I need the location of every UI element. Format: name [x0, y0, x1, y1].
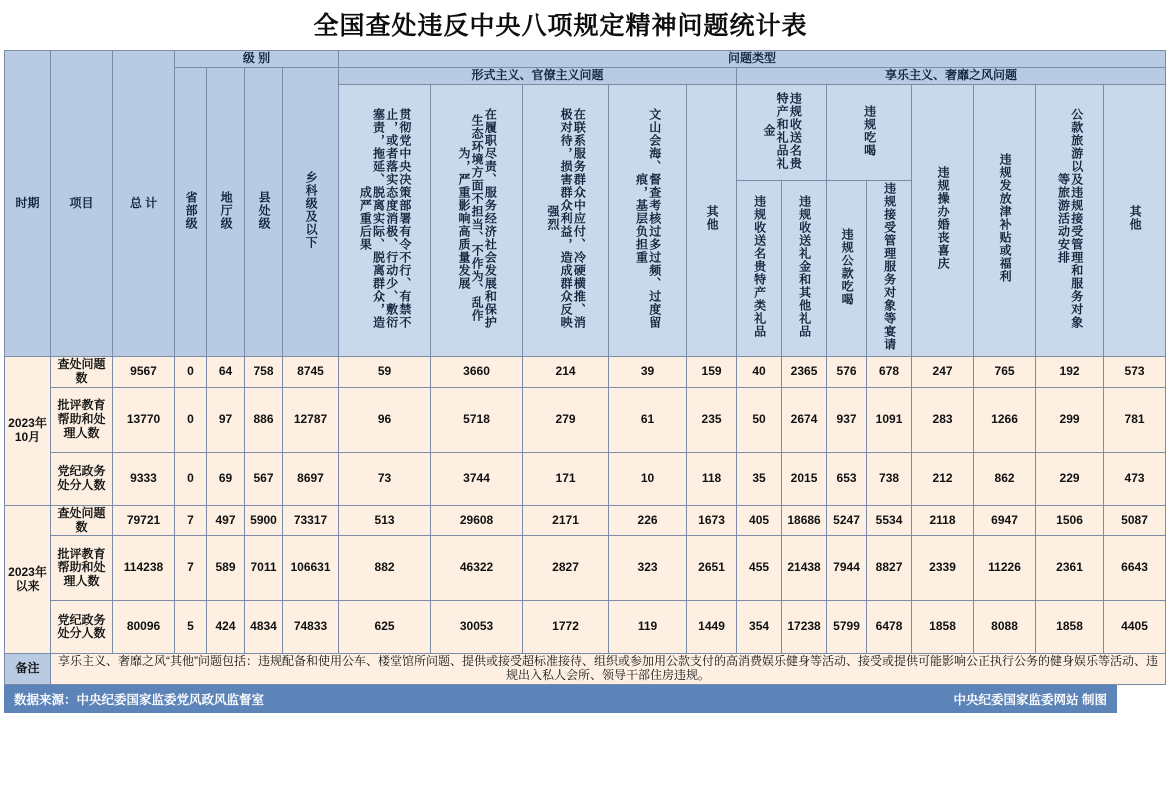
cell-hedonism: 1266 — [974, 387, 1036, 452]
header-group-formalism: 形式主义、官僚主义问题 — [339, 67, 737, 84]
cell-hedonism: 2015 — [782, 452, 827, 505]
cell-hedonism: 11226 — [974, 536, 1036, 601]
cell-level: 5 — [175, 601, 207, 654]
cell-formalism: 214 — [523, 357, 609, 388]
cell-hedonism: 473 — [1104, 452, 1166, 505]
cell-formalism: 882 — [339, 536, 431, 601]
cell-level: 74833 — [283, 601, 339, 654]
cell-level: 5900 — [245, 505, 283, 536]
cell-formalism: 1449 — [687, 601, 737, 654]
cell-hedonism: 1858 — [912, 601, 974, 654]
header-formalism-4: 文山会海、督查考核过多过频、过度留痕，基层负担重 — [609, 84, 687, 357]
table-row — [5, 357, 1166, 388]
cell-formalism: 2171 — [523, 505, 609, 536]
header-formalism-1: 贯彻党中央决策部署有令不行、有禁不止，或者落实态度消极、行动少、敷衍塞责，拖延、脱离实际、脱离群众，造成严重后果 — [339, 84, 431, 357]
cell-formalism: 513 — [339, 505, 431, 536]
cell-hedonism: 2674 — [782, 387, 827, 452]
header-hedonism-weddings: 违规操办婚丧喜庆 — [912, 84, 974, 357]
header-level-group: 级 别 — [175, 51, 339, 68]
cell-hedonism: 354 — [737, 601, 782, 654]
cell-hedonism: 212 — [912, 452, 974, 505]
cell-hedonism: 455 — [737, 536, 782, 601]
row-label: 查处问题数 — [51, 505, 113, 536]
header-formalism-other: 其他 — [687, 84, 737, 357]
cell-hedonism: 781 — [1104, 387, 1166, 452]
table-row — [5, 387, 1166, 452]
header-item: 项目 — [51, 51, 113, 357]
cell-level: 73317 — [283, 505, 339, 536]
cell-formalism: 323 — [609, 536, 687, 601]
header-formalism-2: 在履职尽责、服务经济社会发展和保护生态环境方面不担当、不作为、乱作为，严重影响高质量发展 — [431, 84, 523, 357]
row-label: 查处问题数 — [51, 357, 113, 388]
cell-formalism: 1772 — [523, 601, 609, 654]
cell-total: 13770 — [113, 387, 175, 452]
cell-formalism: 5718 — [431, 387, 523, 452]
cell-formalism: 59 — [339, 357, 431, 388]
cell-level: 69 — [207, 452, 245, 505]
cell-hedonism: 6947 — [974, 505, 1036, 536]
header-hedonism-gifts: 违规收送名贵特产和礼品礼金 — [737, 84, 827, 181]
cell-formalism: 235 — [687, 387, 737, 452]
cell-hedonism: 1091 — [867, 387, 912, 452]
cell-hedonism: 247 — [912, 357, 974, 388]
cell-total: 9333 — [113, 452, 175, 505]
cell-hedonism: 5799 — [827, 601, 867, 654]
cell-formalism: 1673 — [687, 505, 737, 536]
note-row — [5, 654, 1166, 685]
cell-hedonism: 765 — [974, 357, 1036, 388]
header-formalism-3: 在联系服务群众中应付、冷硬横推、消极对待，损害群众利益，造成群众反映强烈 — [523, 84, 609, 357]
note-label: 备注 — [5, 654, 51, 685]
footer-bar — [4, 685, 1117, 713]
cell-hedonism: 6643 — [1104, 536, 1166, 601]
cell-level: 8745 — [283, 357, 339, 388]
footer-producer: 中央纪委国家监委网站 制图 — [953, 692, 1107, 707]
cell-formalism: 159 — [687, 357, 737, 388]
cell-level: 886 — [245, 387, 283, 452]
header-level-xianchu: 县处级 — [245, 67, 283, 356]
cell-formalism: 226 — [609, 505, 687, 536]
header-hedonism-gifts-1: 违规收送名贵特产类礼品 — [737, 181, 782, 357]
cell-hedonism: 7944 — [827, 536, 867, 601]
table-row — [5, 601, 1166, 654]
table-row — [5, 505, 1166, 536]
cell-level: 97 — [207, 387, 245, 452]
header-hedonism-dining: 违规吃喝 — [827, 84, 912, 181]
cell-total: 79721 — [113, 505, 175, 536]
header-hedonism-dining-2: 违规接受管理服务对象等宴请 — [867, 181, 912, 357]
cell-hedonism: 2361 — [1036, 536, 1104, 601]
header-hedonism-other: 其他 — [1104, 84, 1166, 357]
cell-formalism: 10 — [609, 452, 687, 505]
cell-level: 0 — [175, 387, 207, 452]
cell-formalism: 30053 — [431, 601, 523, 654]
row-label: 批评教育帮助和处理人数 — [51, 387, 113, 452]
cell-total: 9567 — [113, 357, 175, 388]
cell-hedonism: 738 — [867, 452, 912, 505]
cell-total: 114238 — [113, 536, 175, 601]
header-row-2 — [5, 67, 1166, 84]
header-hedonism-gifts-2: 违规收送礼金和其他礼品 — [782, 181, 827, 357]
cell-level: 7 — [175, 536, 207, 601]
cell-hedonism: 4405 — [1104, 601, 1166, 654]
cell-level: 567 — [245, 452, 283, 505]
cell-hedonism: 678 — [867, 357, 912, 388]
cell-total: 80096 — [113, 601, 175, 654]
cell-level: 424 — [207, 601, 245, 654]
cell-hedonism: 1858 — [1036, 601, 1104, 654]
cell-formalism: 96 — [339, 387, 431, 452]
header-level-sheng: 省部级 — [175, 67, 207, 356]
period-label-2: 2023年以来 — [5, 505, 51, 654]
cell-formalism: 39 — [609, 357, 687, 388]
cell-hedonism: 50 — [737, 387, 782, 452]
cell-hedonism: 937 — [827, 387, 867, 452]
cell-formalism: 73 — [339, 452, 431, 505]
cell-hedonism: 21438 — [782, 536, 827, 601]
header-problem-type: 问题类型 — [339, 51, 1166, 68]
cell-formalism: 29608 — [431, 505, 523, 536]
statistics-table — [4, 50, 1166, 685]
header-hedonism-travel: 公款旅游以及违规接受管理和服务对象等旅游活动安排 — [1036, 84, 1104, 357]
cell-level: 106631 — [283, 536, 339, 601]
cell-formalism: 118 — [687, 452, 737, 505]
footer-source: 数据来源：中央纪委国家监委党风政风监督室 — [14, 692, 265, 707]
cell-formalism: 2827 — [523, 536, 609, 601]
header-hedonism-allowances: 违规发放津补贴或福利 — [974, 84, 1036, 357]
cell-level: 497 — [207, 505, 245, 536]
cell-formalism: 625 — [339, 601, 431, 654]
cell-formalism: 119 — [609, 601, 687, 654]
header-level-xiangke: 乡科级及以下 — [283, 67, 339, 356]
cell-hedonism: 405 — [737, 505, 782, 536]
header-level-diting: 地厅级 — [207, 67, 245, 356]
cell-formalism: 3744 — [431, 452, 523, 505]
row-label: 批评教育帮助和处理人数 — [51, 536, 113, 601]
cell-hedonism: 576 — [827, 357, 867, 388]
header-hedonism-dining-1: 违规公款吃喝 — [827, 181, 867, 357]
header-period: 时期 — [5, 51, 51, 357]
cell-formalism: 279 — [523, 387, 609, 452]
cell-hedonism: 2339 — [912, 536, 974, 601]
header-group-hedonism: 享乐主义、奢靡之风问题 — [737, 67, 1166, 84]
row-label: 党纪政务处分人数 — [51, 601, 113, 654]
header-total: 总 计 — [113, 51, 175, 357]
page-title: 全国查处违反中央八项规定精神问题统计表 — [313, 13, 808, 40]
cell-hedonism: 653 — [827, 452, 867, 505]
cell-level: 7011 — [245, 536, 283, 601]
cell-hedonism: 5534 — [867, 505, 912, 536]
cell-hedonism: 5087 — [1104, 505, 1166, 536]
cell-level: 589 — [207, 536, 245, 601]
cell-hedonism: 229 — [1036, 452, 1104, 505]
cell-hedonism: 192 — [1036, 357, 1104, 388]
period-label-1: 2023年10月 — [5, 357, 51, 506]
note-text: 享乐主义、奢靡之风“其他”问题包括：违规配备和使用公车、楼堂馆所问题、提供或接受超标准接待、组织或参加用公款支付的高消费娱乐健身等活动、接受或提供可能影响公正执行公务的健身娱乐等活动、违规出入私人会所、领导干部住房违规。 — [51, 654, 1166, 685]
cell-hedonism: 1506 — [1036, 505, 1104, 536]
cell-hedonism: 283 — [912, 387, 974, 452]
cell-level: 7 — [175, 505, 207, 536]
cell-hedonism: 8088 — [974, 601, 1036, 654]
cell-hedonism: 40 — [737, 357, 782, 388]
header-row-1 — [5, 51, 1166, 68]
table-row — [5, 452, 1166, 505]
cell-hedonism: 8827 — [867, 536, 912, 601]
cell-hedonism: 17238 — [782, 601, 827, 654]
row-label: 党纪政务处分人数 — [51, 452, 113, 505]
table-row — [5, 536, 1166, 601]
cell-hedonism: 862 — [974, 452, 1036, 505]
cell-hedonism: 299 — [1036, 387, 1104, 452]
cell-hedonism: 2118 — [912, 505, 974, 536]
cell-level: 0 — [175, 357, 207, 388]
cell-level: 758 — [245, 357, 283, 388]
cell-formalism: 46322 — [431, 536, 523, 601]
cell-hedonism: 35 — [737, 452, 782, 505]
cell-hedonism: 2365 — [782, 357, 827, 388]
cell-level: 64 — [207, 357, 245, 388]
cell-level: 4834 — [245, 601, 283, 654]
cell-formalism: 61 — [609, 387, 687, 452]
cell-hedonism: 5247 — [827, 505, 867, 536]
cell-level: 8697 — [283, 452, 339, 505]
cell-hedonism: 6478 — [867, 601, 912, 654]
cell-formalism: 2651 — [687, 536, 737, 601]
cell-formalism: 171 — [523, 452, 609, 505]
cell-formalism: 3660 — [431, 357, 523, 388]
cell-hedonism: 573 — [1104, 357, 1166, 388]
cell-level: 12787 — [283, 387, 339, 452]
cell-hedonism: 18686 — [782, 505, 827, 536]
cell-level: 0 — [175, 452, 207, 505]
